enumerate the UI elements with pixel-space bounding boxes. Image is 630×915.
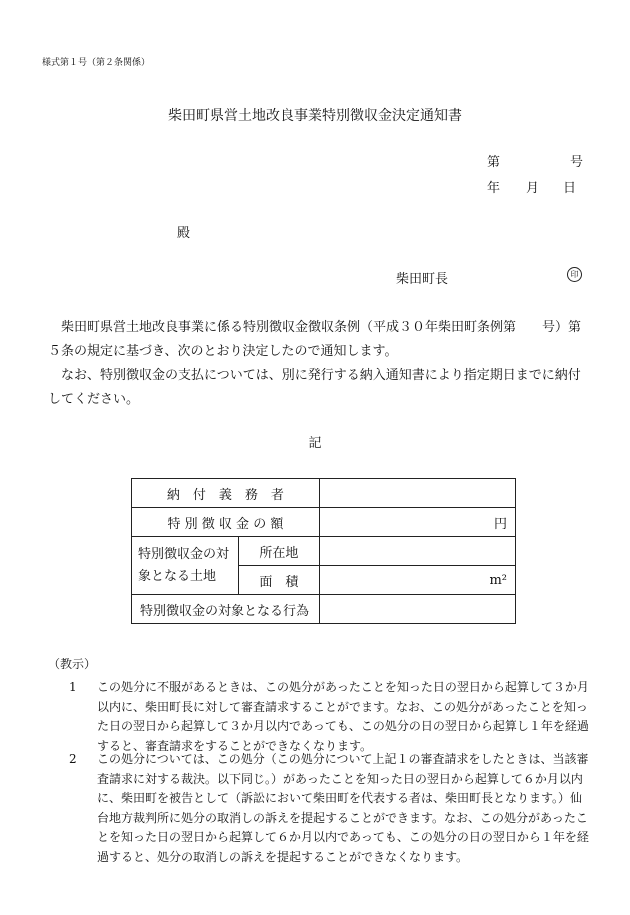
act-label: 特別徴収金の対象となる行為 xyxy=(132,595,320,624)
issue-date xyxy=(487,177,576,196)
reference-prefix: 第 xyxy=(487,155,501,170)
reference-suffix: 号 xyxy=(570,155,584,170)
land-label: 特別徴収金の対象となる土地 xyxy=(132,537,239,595)
area-unit: m² xyxy=(319,566,515,595)
addressee: 殿 xyxy=(177,226,191,241)
payer-value xyxy=(319,479,515,508)
details-table xyxy=(131,478,516,624)
table-row xyxy=(132,537,516,566)
location-value xyxy=(319,537,515,566)
ki-heading: 記 xyxy=(308,436,322,451)
instruction-number: 1 xyxy=(69,680,77,694)
area-label: 面 積 xyxy=(238,566,319,595)
act-value xyxy=(319,595,515,624)
date-month: 月 xyxy=(526,181,540,196)
instruction-text: この処分に不服があるときは、この処分があったことを知った日の翌日から起算して３か月以内に、柴田町長に対して審査請求することがでます。なお、この処分があったことを知った日の翌日から起算して３か月以内であっても、この処分の日の翌日から起算し１年を経過すると、審査請求をすることができなくなります。 xyxy=(97,680,589,753)
instruction-heading: （教示） xyxy=(48,657,97,671)
issuer: 柴田町長 xyxy=(396,272,449,287)
instruction-item-2 xyxy=(69,750,594,867)
notice-paragraph-2: なお、特別徴収金の支払については、別に発行する納入通知書により指定期日までに納付してください。 xyxy=(48,368,581,407)
form-number: 様式第１号（第２条関係） xyxy=(42,58,151,68)
payer-label: 納 付 義 務 者 xyxy=(132,479,320,508)
table-row xyxy=(132,508,516,537)
table-row xyxy=(132,479,516,508)
seal-mark: 印 xyxy=(567,267,582,282)
amount-label: 特 別 徴 収 金 の 額 xyxy=(132,508,320,537)
notice-paragraph-1: 柴田町県営土地改良事業に係る特別徴収金徴収条例（平成３０年柴田町条例第 号）第５条の規定に基づき、次のとおり決定したので通知します。 xyxy=(48,320,582,359)
amount-unit: 円 xyxy=(319,508,515,537)
table-row xyxy=(132,595,516,624)
document-title: 柴田町県営土地改良事業特別徴収金決定通知書 xyxy=(168,108,462,124)
location-label: 所在地 xyxy=(238,537,319,566)
date-year: 年 xyxy=(487,181,501,196)
instruction-number: 2 xyxy=(69,752,77,766)
date-day: 日 xyxy=(563,181,577,196)
instruction-item-1 xyxy=(69,678,594,756)
instruction-text: この処分については、この処分（この処分について上記１の審査請求をしたときは、当該審査請求に対する裁決。以下同じ。）があったことを知った日の翌日から起算して６か月以内に、柴田町を被告として（訴訟において柴田町を代表する者は、柴田町長となります。）仙台地方裁判所に処分の取消しの訴えを提起することができます。なお、この処分があったことを知った日の翌日から起算して６か月以内であっても、この処分の日の翌日から１年を経過すると、処分の取消しの訴えを提起することができなくなります。 xyxy=(97,752,589,864)
reference-number xyxy=(487,151,583,170)
